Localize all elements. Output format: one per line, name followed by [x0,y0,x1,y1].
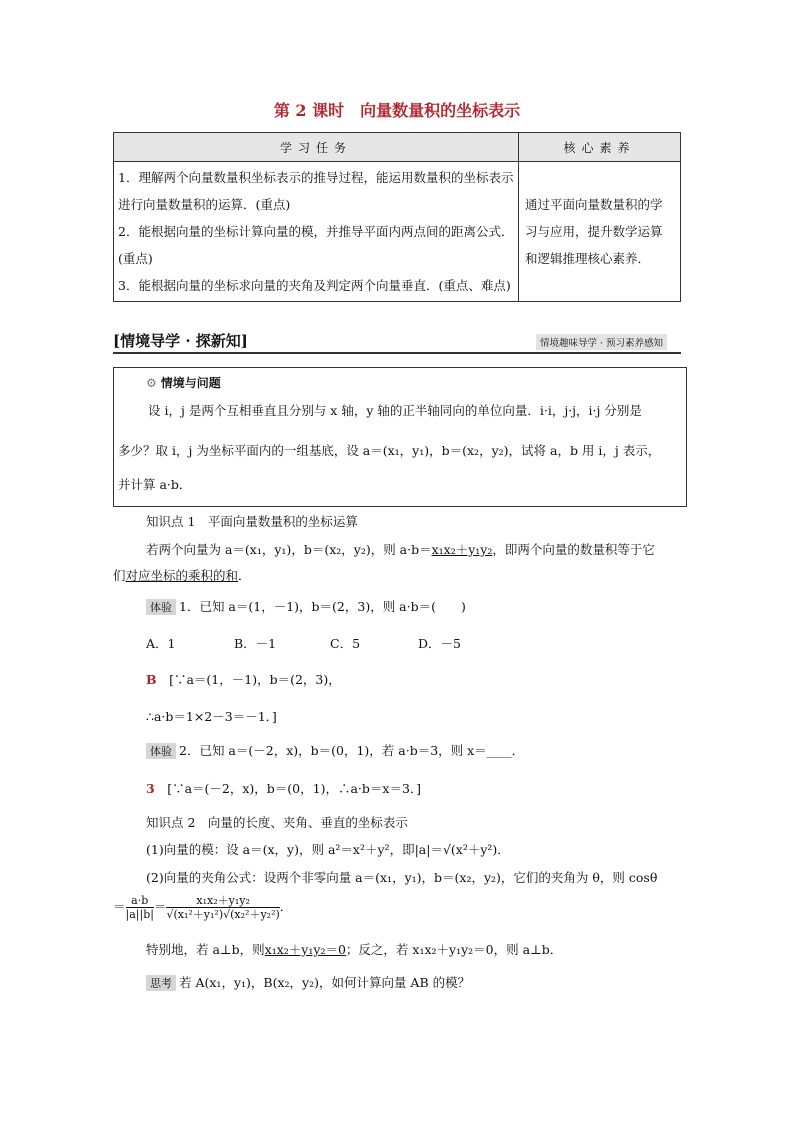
exercise-1-option: C．5 [330,636,361,651]
objectives-table [113,132,681,302]
knowledge-1-line [146,540,655,558]
exercise-question: 2．已知 a＝(－2，x)，b＝(0，1)，若 a·b＝3，则 x＝____． [179,743,525,758]
k1-blank: 对应坐标的乘积的和 [125,568,239,583]
fraction [166,894,279,921]
knowledge-1-heading: 知识点 1 平面向量数量积的坐标运算 [146,514,358,529]
k1-text: ． [238,568,251,583]
fraction-denominator: √(x₁²＋y₁²)√(x₂²＋y₂²) [166,908,280,921]
col-header-tasks: 学习任务 [114,133,519,162]
exercise-1-option: D．－5 [418,636,461,651]
solution-text: [∵a＝(1，－1)，b＝(2，3)， [169,672,341,687]
task-item: 2．能根据向量的坐标计算向量的模，并推导平面内两点间的距离公式．(重点) [118,224,514,266]
fraction-numerator: x₁x₂＋y₁y₂ [166,894,279,908]
page-title: 第 2 课时 向量数量积的坐标表示 [273,101,521,120]
tasks-cell [114,162,519,302]
exercise-1-solution-2: ∴a·b＝1×2－3＝－1．] [146,709,277,724]
col-header-literacy: 核心素养 [519,133,681,162]
scenario-box [113,367,687,507]
exercise-1-option: A．1 [146,636,176,651]
modulus-formula: (1)向量的模：设 a＝(x，y)，则 a²＝x²＋y²，即|a|＝√(x²＋y²)． [146,842,510,857]
section-header [113,330,681,354]
exercise-badge: 体验 [146,599,176,615]
exercise-2-question [146,741,524,759]
scenario-line: 设 i，j 是两个互相垂直且分别与 x 轴，y 轴的正半轴同向的单位向量．i·i，j·j，i·j 分别是 [148,403,642,418]
solution-text: [∵a＝(－2，x)，b＝(0，1)，∴a·b＝x＝3．] [167,781,422,796]
scenario-header [146,374,221,391]
exercise-1-option: B．－1 [234,636,277,651]
knowledge-1-line [113,566,251,584]
angle-formula-intro: (2)向量的夹角公式：设两个非零向量 a＝(x₁，y₁)，b＝(x₂，y₂)，它们的夹角为 θ，则 cosθ [146,870,658,885]
k1-text: 若两个向量为 a＝(x₁，y₁)，b＝(x₂，y₂)，则 a·b＝ [146,542,432,557]
scenario-header-label: 情境与问题 [160,376,221,390]
perp-blank: x₁x₂＋y₁y₂＝0 [264,942,346,957]
perp-text: ；反之，若 x₁x₂＋y₁y₂＝0，则 a⊥b． [345,942,563,957]
section-label: [情境导学 · 探新知] [113,332,248,350]
fraction [126,894,154,921]
k1-text: ，即两个向量的数量积等于它 [492,542,655,557]
knowledge-2-heading: 知识点 2 向量的长度、夹角、垂直的坐标表示 [146,815,408,830]
exercise-1-question [146,597,466,615]
angle-formula: ＝ $\frac{a\cdot b}{|a||b|}$ ＝ $\frac{\text{x₁x₂＋y₁y₂}}{\text{√(x₁²＋y₁²)√(x₂²＋y₂²)}}$ ． [113,894,293,921]
k1-blank: x₁x₂＋y₁y₂ [431,542,493,557]
task-item: 1．理解两个向量数量积坐标表示的推导过程，能运用数量积的坐标表示进行向量数量积的运算．(重点) [118,170,514,212]
think-badge: 思考 [146,975,176,991]
exercise-question: 1．已知 a＝(1，－1)，b＝(2，3)，则 a·b＝( ) [179,599,466,614]
exercise-1-solution [146,670,341,688]
fraction-denominator: |a||b| [125,908,154,921]
section-tag: 情境趣味导学 · 预习素养感知 [536,334,667,350]
think-question [146,973,470,991]
exercise-badge: 体验 [146,743,176,759]
exercise-answer: 3 [146,781,155,796]
scenario-line: 并计算 a·b． [118,477,192,492]
scenario-line: 多少？取 i，j 为坐标平面内的一组基底，设 a＝(x₁，y₁)，b＝(x₂，y₂)，试将 a，b 用 i，j 表示， [118,443,661,458]
perp-text: 特别地，若 a⊥b，则 [146,942,265,957]
exercise-answer: B [146,672,157,687]
task-item: 3．能根据向量的坐标求向量的夹角及判定两个向量垂直．(重点、难点) [118,278,511,293]
exercise-2-solution [146,779,421,797]
literacy-cell: 通过平面向量数量积的学习与应用，提升数学运算和逻辑推理核心素养． [519,162,681,302]
fraction-numerator: a·b [126,894,154,908]
perpendicular-condition [146,940,562,958]
scenario-icon: ⚙ [146,376,157,390]
k1-text: 们 [113,568,126,583]
think-text: 若 A(x₁，y₁)，B(x₂，y₂)，如何计算向量 AB 的模？ [179,975,471,990]
